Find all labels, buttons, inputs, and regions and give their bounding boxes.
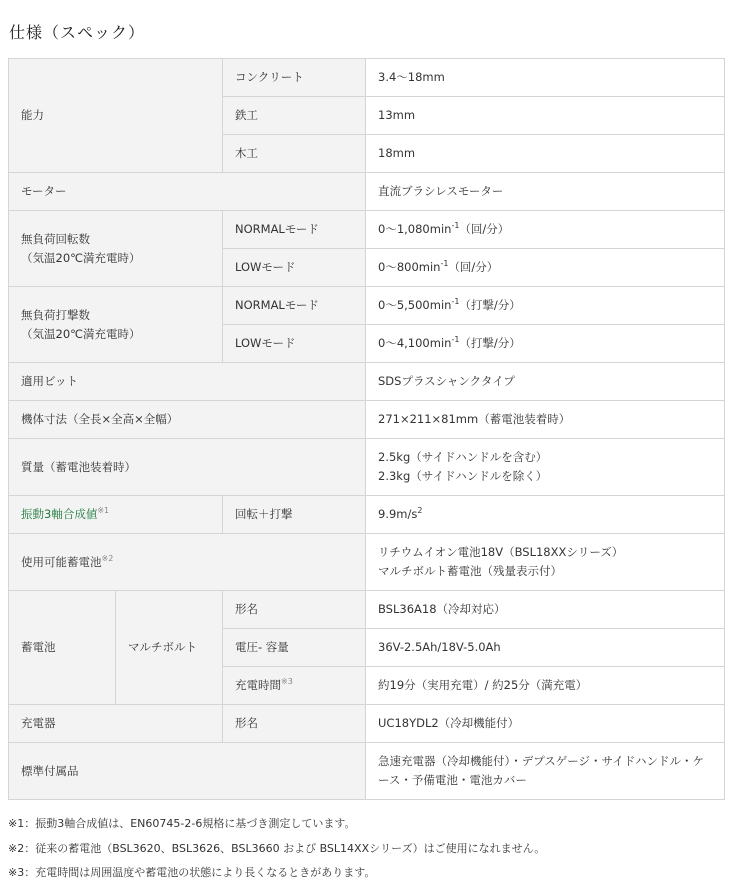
table-row [9,287,725,325]
impact-low-unit: （打撃/分） [459,336,521,350]
motor-label: モーター [9,173,366,211]
speed-normal-value [366,211,725,249]
bit-value: SDSプラスシャンクタイプ [366,363,725,401]
bit-label: 適用ビット [9,363,366,401]
speed-low-exponent: -1 [440,259,449,269]
speed-normal-label: NORMALモード [223,211,366,249]
no-load-speed-label [9,211,223,287]
footnotes [8,812,728,886]
mass-value-line1: 2.5kg（サイドハンドルを含む） [378,450,548,464]
speed-normal-unit: （回/分） [459,222,510,236]
footnote-1: ※1：振動3軸合成値は、EN60745-2-6規格に基づき測定しています。 [8,817,356,830]
impact-normal-value [366,287,725,325]
concrete-label: コンクリート [223,59,366,97]
mass-value-line2: 2.3kg（サイドハンドルを除く） [378,469,548,483]
speed-low-unit: （回/分） [448,260,499,274]
motor-value: 直流ブラシレスモーター [366,173,725,211]
table-row [9,59,725,97]
steel-value: 13mm [366,97,725,135]
battery-model-value: BSL36A18（冷却対応） [366,591,725,629]
vibration-number: 9.9m/s [378,507,418,521]
table-row [9,211,725,249]
battery-label: 蓄電池 [9,591,116,705]
table-row [9,705,725,743]
impact-normal-number: 0～5,500min [378,298,452,312]
table-row [9,743,725,800]
usable-battery-value-line1: リチウムイオン電池18V（BSL18XXシリーズ） [378,545,624,559]
impact-low-exponent: -1 [451,335,460,345]
impact-low-label: LOWモード [223,325,366,363]
table-row [9,496,725,534]
usable-battery-note-mark: ※2 [101,553,114,563]
page-title: 仕様（スペック） [9,23,146,42]
spec-table [8,58,725,800]
mass-label: 質量（蓄電池装着時） [9,439,366,496]
no-load-impact-label [9,287,223,363]
usable-battery-value [366,534,725,591]
charge-time-label [223,667,366,705]
capacity-label: 能力 [9,59,223,173]
vibration-label-text: 振動3軸合成値 [21,507,98,521]
vibration-exponent: 2 [417,506,423,516]
speed-normal-exponent: -1 [451,221,460,231]
wood-label: 木工 [223,135,366,173]
dimensions-label: 機体寸法（全長×全高×全幅） [9,401,366,439]
no-load-impact-label-line1: 無負荷打撃数 [21,307,90,322]
battery-voltage-label: 電圧- 容量 [223,629,366,667]
vibration-label [9,496,223,534]
battery-sublabel: マルチボルト [116,591,223,705]
charge-time-note-mark: ※3 [281,677,293,687]
impact-low-number: 0～4,100min [378,336,452,350]
no-load-speed-label-line1: 無負荷回転数 [21,231,90,246]
accessories-label: 標準付属品 [9,743,366,800]
battery-model-label: 形名 [223,591,366,629]
charger-label: 充電器 [9,705,223,743]
vibration-sublabel: 回転＋打撃 [223,496,366,534]
usable-battery-label-text: 使用可能蓄電池 [21,554,102,569]
speed-normal-number: 0～1,080min [378,222,452,236]
footnote-2: ※2：従来の蓄電池（BSL3620、BSL3626、BSL3660 および BSL14XXシリーズ）はご使用になれません。 [8,841,546,855]
dimensions-value: 271×211×81mm（蓄電池装着時） [366,401,725,439]
accessories-value-line2: ース・予備電池・電池カバー [378,773,527,787]
charge-time-value: 約19分（実用充電）/ 約25分（満充電） [366,667,725,705]
accessories-value-line1: 急速充電器（冷却機能付）・デプスゲージ・サイドハンドル・ケ [378,754,705,768]
vibration-value [366,496,725,534]
charger-value: UC18YDL2（冷却機能付） [366,705,725,743]
table-row [9,173,725,211]
impact-normal-exponent: -1 [451,297,460,307]
table-row [9,363,725,401]
mass-value [366,439,725,496]
accessories-value [366,743,725,800]
vibration-note-mark: ※1 [97,506,110,516]
impact-low-value [366,325,725,363]
charge-time-label-text: 充電時間 [235,678,281,692]
table-row [9,401,725,439]
impact-normal-label: NORMALモード [223,287,366,325]
wood-value: 18mm [366,135,725,173]
battery-voltage-value: 36V-2.5Ah/18V-5.0Ah [366,629,725,667]
no-load-speed-label-line2: （気温20℃満充電時） [21,250,141,265]
usable-battery-value-line2: マルチボルト蓄電池（残量表示付） [378,564,562,578]
steel-label: 鉄工 [223,97,366,135]
table-row [9,439,725,496]
usable-battery-label [9,534,366,591]
speed-low-label: LOWモード [223,249,366,287]
footnote-3: ※3：充電時間は周囲温度や蓄電池の状態により長くなるときがあります。 [8,866,376,879]
table-row [9,591,725,629]
impact-normal-unit: （打撃/分） [459,298,521,312]
charger-sublabel: 形名 [223,705,366,743]
table-row [9,534,725,591]
speed-low-value [366,249,725,287]
no-load-impact-label-line2: （気温20℃満充電時） [21,326,141,341]
concrete-value: 3.4～18mm [366,59,725,97]
speed-low-number: 0～800min [378,260,441,274]
